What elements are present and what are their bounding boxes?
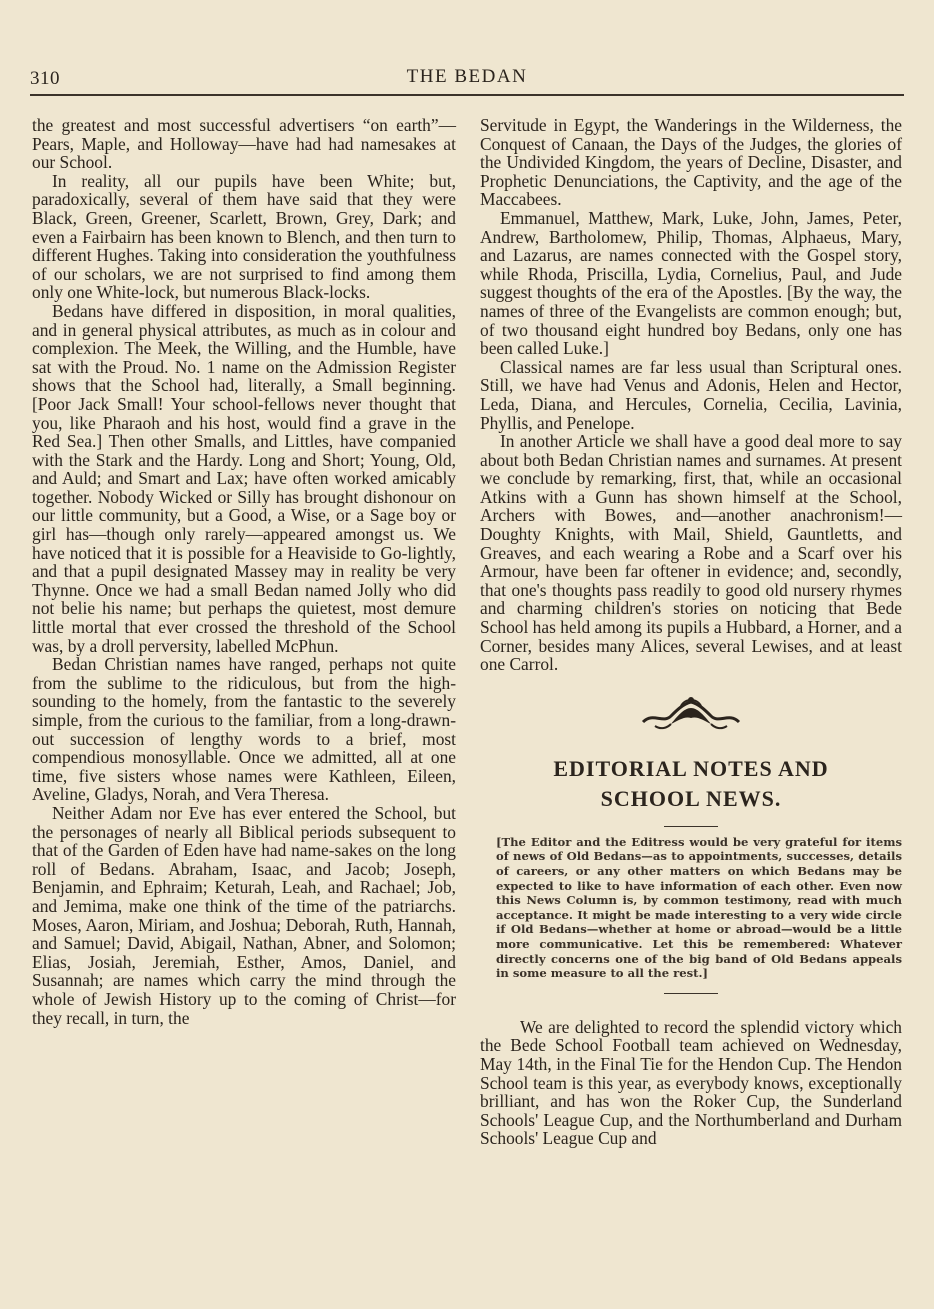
news-paragraph: We are delighted to record the splendid victory which the Bede School Football team achieved on Wednesday, May 14th, in the Final Tie for the Hendon Cup. The Hendon School team is this year, as everybody knows, exceptionally brilliant, and has won the Roker Cup, the Sunderland Schools' League Cup, and the Northumberland and Durham Schools' League Cup and	[480, 1016, 902, 1149]
paragraph: Neither Adam nor Eve has ever entered the School, but the personages of nearly all Biblical periods subsequent to that of the Garden of Eden have had name-sakes on the long roll of Bedans. Abraham, Isaac, and Jacob; Joseph, Benjamin, and Ephraim; Keturah, Leah, and Rachael; Job, and Jemima, make one think of the time of the patriarchs. Moses, Aaron, Miriam, and Joshua; Deborah, Ruth, Hannah, and Samuel; David, Abigail, Nathan, Abner, and Solomon; Elias, Josiah, Jeremiah, Esther, Amos, Daniel, and Susannah; are names which carry the mind through the whole of Jewish History up to the coming of Christ—for they recall, in turn, the	[32, 802, 456, 1028]
page-number: 310	[30, 68, 60, 89]
paragraph: Classical names are far less usual than Scriptural ones. Still, we have had Venus and Adonis, Helen and Hector, Leda, Diana, and Hercules, Cornelia, Cecilia, Lavinia, Phyllis, and Penelope.	[480, 356, 902, 433]
paragraph: In reality, all our pupils have been White; but, paradoxically, several of them have said that they were Black, Green, Greener, Scarlett, Brown, Grey, Dark; and even a Fairbairn has been known to Blench, and then turn to different Hughes. Taking into consideration the youthfulness of our scholars, we are not surprised to find among them only one White-lock, but numerous Black-locks.	[32, 170, 456, 303]
running-title: THE BEDAN	[406, 66, 528, 87]
paragraph: Servitude in Egypt, the Wanderings in the Wilderness, the Conquest of Canaan, the Days of the Judges, the glories of the Undivided Kingdom, the years of Decline, Disaster, and Prophetic Denunciations, the Captivity, and the age of the Maccabees.	[480, 115, 902, 210]
left-column	[32, 116, 456, 1027]
right-column	[480, 116, 902, 1148]
paragraph: Bedan Christian names have ranged, perhaps not quite from the sublime to the ridiculous, but from the high-sounding to the homely, from the fantastic to the severely simple, from the curious to the familiar, from a long-drawn-out succession of lengthy words to a brief, most compendious monosyllable. Once we admitted, all at one time, five sisters whose names were Kathleen, Eileen, Aveline, Gladys, Norah, and Vera Theresa.	[32, 654, 456, 805]
paragraph: Emmanuel, Matthew, Mark, Luke, John, James, Peter, Andrew, Bartholomew, Philip, Thomas, Alphaeus, Mary, and Lazarus, are names connected with the Gospel story, while Rhoda, Priscilla, Lydia, Cornelius, Paul, and Jude suggest thoughts of the era of the Apostles. [By the way, the names of three of the Evangelists are common enough; but, of two thousand eight hundred boy Bedans, only one has been called Luke.]	[480, 207, 902, 359]
section-heading-line: EDITORIAL NOTES AND	[553, 755, 829, 781]
divider-rule	[664, 826, 718, 827]
section-heading-line: SCHOOL NEWS.	[600, 785, 782, 811]
divider-rule	[664, 993, 718, 994]
editor-note: [The Editor and the Editress would be very grateful for items of news of Old Bedans—as to appointments, successes, details of careers, or any other matters on which Bedans may be expected to like to have information of each other. Even now this News Column is, by common testimony, read with much acceptance. It might be made interesting to a very wide circle if Old Bedans—whether at home or abroad—would be a little more communicative. Let this be remembered: Whatever directly concerns one of the big band of Old Bedans appeals in some measure to all the rest.]	[496, 834, 902, 981]
page-header	[30, 64, 904, 98]
paragraph: In another Article we shall have a good deal more to say about both Bedan Christian names and surnames. At present we conclude by remarking, first, that, while an occasional Atkins with a Gunn has shown himself at the School, Archers with Bowes, and—another anachronism!—Doughty Knights, with Mail, Shield, Gauntletts, and Greaves, and each wearing a Robe and a Scarf over his Armour, have been far oftener in evidence; and, secondly, that one's thoughts pass readily to good old nursery rhymes and charming children's stories on noticing that Bede School has held among its pupils a Hubbard, a Horner, and a Corner, besides many Alices, several Lewises, and at least one Carrol.	[480, 431, 902, 675]
ornament-divider-icon	[480, 694, 902, 736]
paragraph: the greatest and most successful advertisers “on earth”—Pears, Maple, and Holloway—have had had namesakes at our School.	[32, 115, 456, 173]
paragraph: Bedans have differed in disposition, in moral qualities, and in general physical attributes, as much as in colour and complexion. The Meek, the Willing, and the Humble, have sat with the Proud. No. 1 name on the Admission Register shows that the School had, literally, a Small beginning. [Poor Jack Small! Your school-fellows never thought that you, like Pharaoh and his host, would find a grave in the Red Sea.] Then other Smalls, and Littles, have companied with the Stark and the Hardy. Long and Short; Young, Old, and Auld; and Smart and Lax; have often worked amicably together. Nobody Wicked or Silly has brought dishonour on our little community, but a Good, a Wise, or a Sage boy or girl has—though only rarely—appeared amongst us. We have noticed that it is possible for a Heaviside to Go-lightly, and that a pupil designated Massey may in reality be very Thynne. Once we had a small Bedan named Jolly who did not belie his name; but perhaps the quietest, most demure little mortal that ever crossed the threshold of the School was, by a droll perversity, labelled McPhun.	[32, 300, 456, 656]
header-rule	[30, 94, 904, 96]
